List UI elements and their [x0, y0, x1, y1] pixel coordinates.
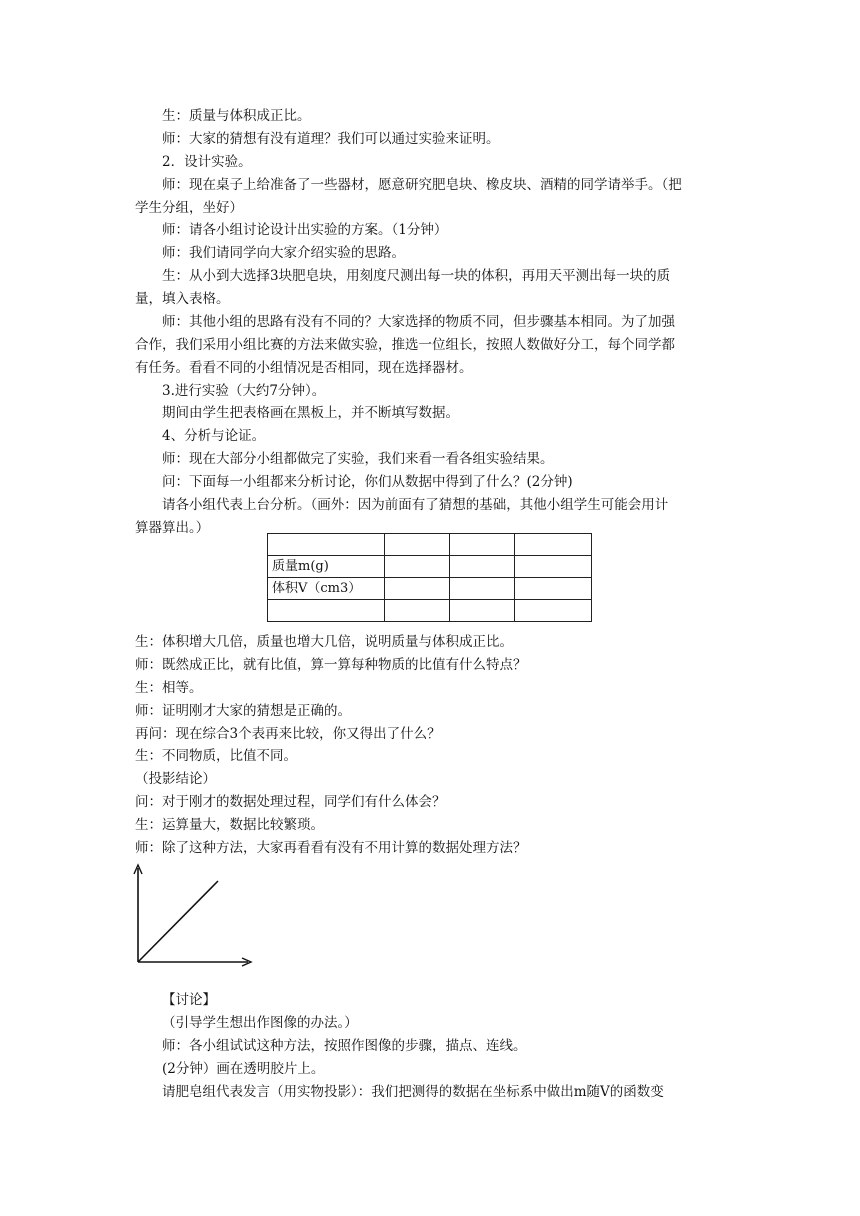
paragraph-line: 生：质量与体积成正比。 — [162, 108, 311, 124]
paragraph-line: 师：我们请同学向大家介绍实验的思路。 — [162, 245, 405, 261]
table-cell — [268, 600, 385, 622]
paragraph-line: 师：现在桌子上给准备了一些器材，愿意研究肥皂块、橡皮块、酒精的同学请举手。（把 — [162, 177, 682, 193]
paragraph-line: 生：从小到大选择3块肥皂块，用刻度尺测出每一块的体积，再用天平测出每一块的质 — [162, 268, 671, 284]
table-row — [268, 556, 592, 578]
paragraph-line: （引导学生想出作图像的办法。） — [162, 1015, 358, 1031]
proportional-graph — [128, 862, 254, 968]
table-cell — [385, 534, 450, 556]
paragraph-line: 量，填入表格。 — [135, 291, 230, 307]
proportional-line — [138, 881, 218, 962]
paragraph-line: 生：体积增大几倍，质量也增大几倍，说明质量与体积成正比。 — [135, 634, 513, 650]
paragraph-line: 4、分析与论证。 — [162, 428, 266, 444]
paragraph-line: 有任务。看看不同的小组情况是否相同，现在选择器材。 — [135, 360, 473, 376]
paragraph-line: 问：对于刚才的数据处理过程，同学们有什么体会？ — [135, 794, 446, 810]
table-cell — [515, 534, 592, 556]
paragraph-line: 师：大家的猜想有没有道理？我们可以通过实验来证明。 — [162, 131, 500, 147]
table-cell: 质量m(g) — [268, 556, 385, 578]
paragraph-line: 师：请各小组讨论设计出实验的方案。（1分钟） — [162, 222, 448, 238]
paragraph-line: (2分钟）画在透明胶片上。 — [162, 1061, 325, 1077]
table-row — [268, 578, 592, 600]
paragraph-line: 生：不同物质，比值不同。 — [135, 748, 297, 764]
paragraph-line: （投影结论） — [135, 771, 216, 787]
paragraph-line: 师：各小组试试这种方法，按照作图像的步骤，描点、连线。 — [162, 1038, 527, 1054]
paragraph-line: 生：相等。 — [135, 680, 203, 696]
paragraph-line: 2．设计实验。 — [162, 154, 252, 170]
paragraph-line: 师：其他小组的思路有没有不同的？大家选择的物质不同，但步骤基本相同。为了加强 — [162, 314, 675, 330]
section-heading: 【讨论】 — [162, 992, 216, 1008]
paragraph-line: 请肥皂组代表发言（用实物投影）：我们把测得的数据在坐标系中做出m随V的函数变 — [162, 1084, 664, 1100]
table-row — [268, 534, 592, 556]
paragraph-line: 再问：现在综合3个表再来比较，你又得出了什么？ — [135, 726, 441, 742]
table-row — [268, 600, 592, 622]
paragraph-line: 3.进行实验（大约7分钟）。 — [162, 383, 326, 399]
paragraph-line: 合作，我们采用小组比赛的方法来做实验，推选一位组长，按照人数做好分工，每个同学都 — [135, 337, 675, 353]
table-cell — [450, 556, 515, 578]
paragraph-line: 师：除了这种方法，大家再看看有没有不用计算的数据处理方法？ — [135, 840, 527, 856]
paragraph-line: 算器算出。） — [135, 520, 210, 536]
table-cell — [385, 556, 450, 578]
table-cell — [450, 600, 515, 622]
paragraph-line: 师：既然成正比，就有比值，算一算每种物质的比值有什么特点？ — [135, 657, 527, 673]
table-cell — [268, 534, 385, 556]
paragraph-line: 师：现在大部分小组都做完了实验，我们来看一看各组实验结果。 — [162, 451, 554, 467]
table-cell — [450, 578, 515, 600]
table-cell — [450, 534, 515, 556]
table-cell — [385, 578, 450, 600]
paragraph-line: 问：下面每一小组都来分析讨论，你们从数据中得到了什么？(2分钟) — [162, 474, 573, 490]
paragraph-line: 请各小组代表上台分析。（画外：因为前面有了猜想的基础，其他小组学生可能会用计 — [162, 497, 669, 513]
data-table — [267, 533, 592, 622]
paragraph-line: 学生分组，坐好） — [135, 200, 243, 216]
paragraph-line: 期间由学生把表格画在黑板上，并不断填写数据。 — [162, 405, 459, 421]
paragraph-line: 生：运算量大，数据比较繁琐。 — [135, 817, 324, 833]
table-cell — [515, 578, 592, 600]
table-cell — [515, 600, 592, 622]
table-cell — [385, 600, 450, 622]
table-cell — [515, 556, 592, 578]
paragraph-line: 师：证明刚才大家的猜想是正确的。 — [135, 703, 351, 719]
table-cell: 体积V（cm3） — [268, 578, 385, 600]
